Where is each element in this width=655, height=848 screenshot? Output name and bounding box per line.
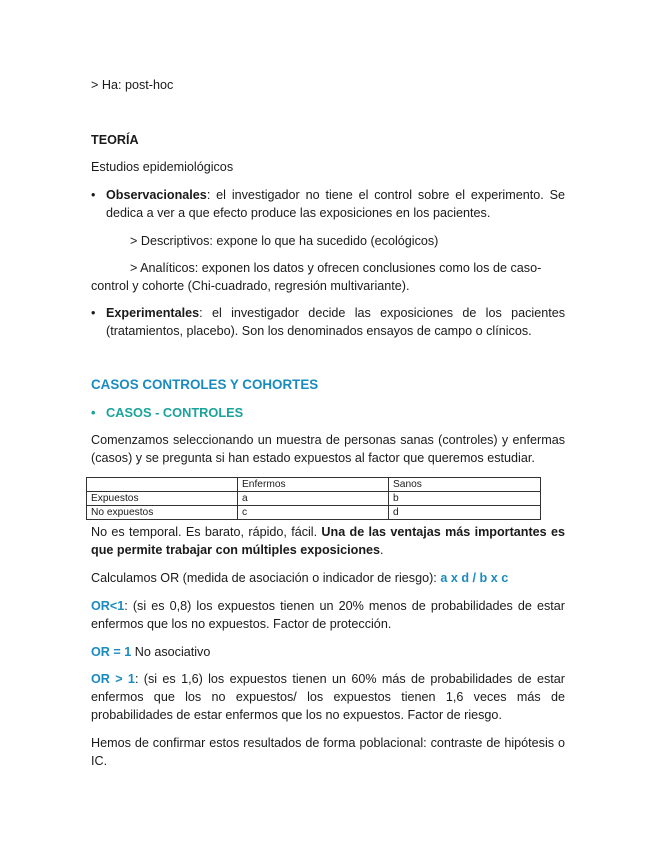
or-calc-text: Calculamos OR (medida de asociación o indicador de riesgo): (91, 571, 441, 585)
observacionales-text: : el investigador no tiene el control sobre el experimento. Se dedica a ver a que efecto produce las exposiciones en los pacientes. (106, 188, 565, 220)
or-lt1-text: : (si es 0,8) los expuestos tienen un 20% menos de probabilidades de estar enfermos que los no expuestos. Factor de protección. (91, 599, 565, 631)
or-formula: a x d / b x c (440, 571, 509, 585)
casos-controles-subheading: CASOS - CONTROLES (106, 405, 244, 420)
table-row (87, 492, 541, 506)
or-eq1-text: No asociativo (131, 645, 211, 659)
table-cell: d (389, 506, 541, 520)
table-row (87, 478, 541, 492)
contingency-table (86, 477, 541, 520)
experimentales-paragraph (106, 304, 565, 340)
or-gt1-paragraph (91, 670, 565, 724)
experimentales-term: Experimentales (106, 306, 200, 320)
table-header-cell: Enfermos (238, 478, 389, 492)
table-cell: No expuestos (87, 506, 238, 520)
teoria-heading: TEORÍA (91, 133, 139, 147)
confirm-paragraph: Hemos de confirmar estos resultados de forma poblacional: contraste de hipótesis o IC. (91, 736, 565, 768)
temporal-end: . (380, 543, 384, 557)
temporal-text: No es temporal. Es barato, rápido, fácil. (91, 525, 322, 539)
or-eq1-paragraph (91, 643, 565, 661)
or-gt1-text: : (si es 1,6) los expuestos tienen un 60% más de probabilidades de estar enfermos que los no expuestos/ los expuestos tienen 1,6 veces más de probabilidades de estar enfermos que los no expuestos. Factor de riesgo. (91, 672, 566, 722)
casos-heading: CASOS CONTROLES Y COHORTES (91, 377, 319, 392)
or-eq1-label: OR = 1 (91, 645, 132, 659)
table-cell: a (238, 492, 389, 506)
bullet-icon: • (91, 188, 96, 202)
or-gt1-label: OR > 1 (91, 672, 135, 686)
or-lt1-label: OR<1 (91, 599, 125, 613)
descriptivos-line: > Descriptivos: expone lo que ha sucedido (ecológicos) (130, 234, 439, 248)
temporal-paragraph (91, 523, 565, 559)
observacionales-paragraph (106, 186, 565, 222)
table-cell: b (389, 492, 541, 506)
temporal-bold: Una de las ventajas más importantes es que permite trabajar con múltiples exposiciones (91, 525, 566, 557)
table-row (87, 506, 541, 520)
analiticos-line-2: control y cohorte (Chi-cuadrado, regresión multivariante). (91, 279, 410, 293)
bullet-icon: • (91, 405, 96, 420)
table-cell: Expuestos (87, 492, 238, 506)
table-header-cell: Sanos (389, 478, 541, 492)
table-cell: c (238, 506, 389, 520)
table-cell (87, 478, 238, 492)
experimentales-text: : el investigador decide las exposiciones de los pacientes (tratamientos, placebo). Son los denominados ensayos de campo o clínicos. (106, 306, 565, 338)
observacionales-term: Observacionales (106, 188, 207, 202)
or-lt1-paragraph (91, 597, 565, 633)
ha-line: > Ha: post-hoc (91, 78, 174, 92)
bullet-icon: • (91, 306, 96, 320)
teoria-intro: Estudios epidemiológicos (91, 160, 234, 174)
analiticos-line-1: > Analíticos: exponen los datos y ofrecen conclusiones como los de caso- (130, 261, 542, 275)
or-calc-paragraph (91, 569, 565, 587)
casos-intro: Comenzamos seleccionando un muestra de personas sanas (controles) y enfermas (casos) y se pregunta si han estado expuestos al factor que queremos estudiar. (91, 433, 565, 465)
